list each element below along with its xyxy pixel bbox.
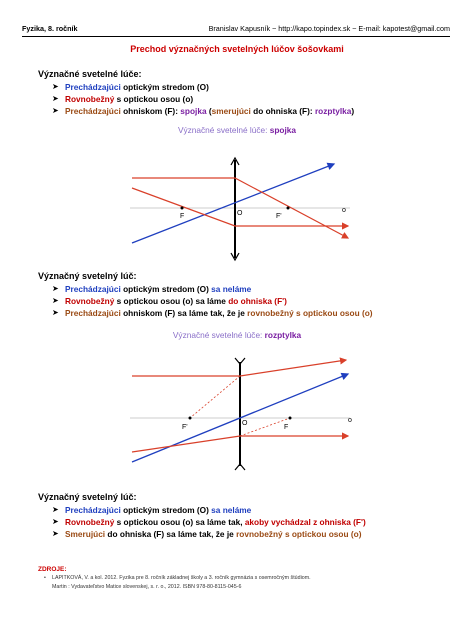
- focus-left-point: [189, 417, 192, 420]
- arrow-bullet-icon: ➤: [52, 517, 59, 526]
- lens-bottom-arrowhead: [235, 464, 245, 470]
- list-item: ➤ Prechádzajúci optickým stredom (O) sa neláme: [52, 505, 252, 515]
- section2-heading: Význačný svetelný lúč:: [38, 271, 137, 281]
- focus-right-point: [289, 417, 292, 420]
- arrow-bullet-icon: ➤: [52, 529, 59, 538]
- center-label: O: [237, 210, 243, 217]
- diagram1-caption: Význačné svetelné lúče: spojka: [177, 125, 297, 135]
- section1-heading: Význačné svetelné lúče:: [38, 69, 142, 79]
- axis-label: o: [342, 207, 346, 214]
- list-item: ➤ Prechádzajúci ohniskom (F) sa láme tak, že je rovnobežný s optickou osou (o): [52, 308, 373, 318]
- sources-list: [44, 574, 311, 592]
- focus-right-label: F: [284, 424, 289, 431]
- ray-through-center: [132, 164, 334, 243]
- arrow-bullet-icon: ➤: [52, 505, 59, 514]
- arrow-bullet-icon: ➤: [52, 106, 59, 115]
- diagram2-caption: Význačné svetelné lúče: rozptylka: [172, 330, 302, 340]
- list-item: ➤ Rovnobežný s optickou osou (o) sa láme do ohniska (F'): [52, 296, 287, 306]
- section1-list: [52, 81, 354, 117]
- virtual-extension: [240, 418, 290, 436]
- list-item: ➤ Rovnobežný s optickou osou (o): [52, 94, 194, 104]
- sources-heading: ZDROJE:: [38, 566, 67, 573]
- header-course: Fyzika, 8. ročník: [22, 24, 78, 33]
- virtual-extension: [190, 376, 240, 418]
- focus-right-point: [287, 207, 290, 210]
- list-item: ➤ Smerujúci do ohniska (F) sa láme tak, že je rovnobežný s optickou osou (o): [52, 529, 362, 539]
- arrow-bullet-icon: ➤: [52, 94, 59, 103]
- axis-label: o: [348, 417, 352, 424]
- list-item: ➤ Rovnobežný s optickou osou (o) sa láme tak, akoby vychádzal z ohniska (F'): [52, 517, 366, 527]
- converging-lens-diagram: [120, 152, 360, 264]
- source-line: LAPITKOVÁ, V. a kol. 2012. Fyzika pre 8. ročník základnej školy a 3. ročník gymnázia s osemročným štúdiom.: [52, 575, 311, 581]
- diverging-lens-diagram: [120, 358, 360, 470]
- focus-left-label: F: [180, 213, 185, 220]
- header-author: Branislav Kapusník ~ http://kapo.topindex.sk ~ E-mail: kapotest@gmail.com: [208, 24, 450, 33]
- list-item: ➤ Prechádzajúci optickým stredom (O): [52, 82, 209, 92]
- section3-list: [52, 504, 366, 540]
- list-item: ➤ Prechádzajúci optickým stredom (O) sa neláme: [52, 284, 252, 294]
- section3-heading: Význačný svetelný lúč:: [38, 492, 137, 502]
- arrow-bullet-icon: ➤: [52, 308, 59, 317]
- focus-right-label: F': [276, 213, 282, 220]
- arrow-bullet-icon: ➤: [52, 296, 59, 305]
- list-item: ➤ Prechádzajúci ohniskom (F): spojka (smerujúci do ohniska (F): rozptylka): [52, 106, 355, 116]
- page-header: [22, 24, 450, 37]
- bullet-icon: •: [44, 575, 46, 581]
- page-title: Prechod význačných svetelných lúčov šošovkami: [130, 44, 344, 54]
- arrow-bullet-icon: ➤: [52, 284, 59, 293]
- source-line: Martin : Vydavateľstvo Matice slovenskej, s. r. o., 2012. ISBN 978-80-8115-045-6: [52, 584, 242, 590]
- section2-list: [52, 283, 373, 319]
- lens-top-arrowhead: [235, 358, 245, 364]
- center-label: O: [242, 420, 248, 427]
- focus-left-point: [181, 207, 184, 210]
- focus-left-label: F': [182, 424, 188, 431]
- arrow-bullet-icon: ➤: [52, 82, 59, 91]
